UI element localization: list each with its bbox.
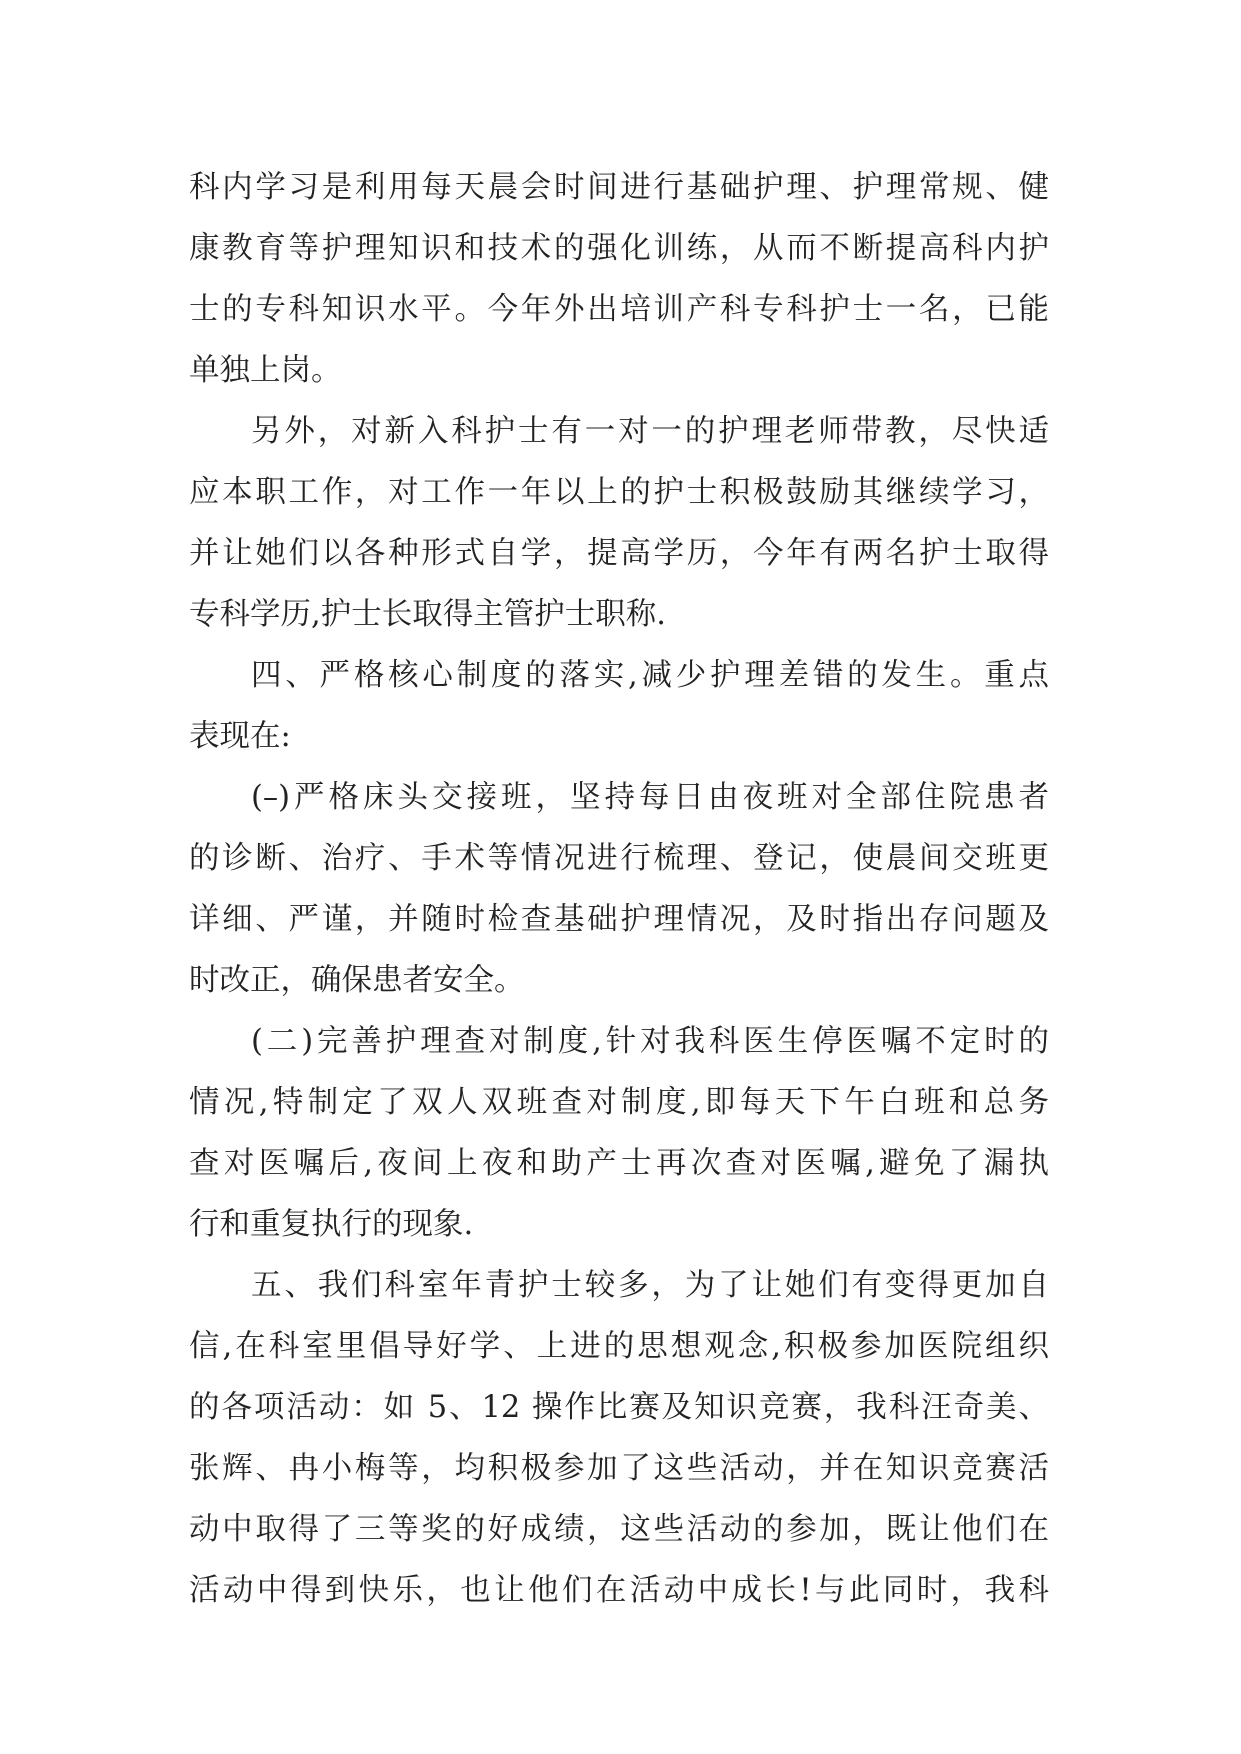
text-line: 详细、严谨，并随时检查基础护理情况，及时指出存问题及 bbox=[189, 902, 1049, 937]
text-line: 表现在: bbox=[189, 719, 291, 754]
text-line: 活动中得到快乐，也让他们在活动中成长!与此同时，我科 bbox=[189, 1573, 1049, 1608]
text-line: 单独上岗。 bbox=[189, 353, 342, 388]
text-line: 行和重复执行的现象. bbox=[189, 1207, 474, 1242]
text-line: 情况,特制定了双人双班查对制度,即每天下午白班和总务 bbox=[189, 1085, 1049, 1120]
text-line: 四、严格核心制度的落实,减少护理差错的发生。重点 bbox=[251, 658, 1049, 693]
text-line: 并让她们以各种形式自学，提高学历，今年有两名护士取得 bbox=[189, 536, 1049, 571]
document-body bbox=[189, 157, 1049, 1621]
text-line: 信,在科室里倡导好学、上进的思想观念,积极参加医院组织 bbox=[189, 1329, 1049, 1364]
text-line: 科内学习是利用每天晨会时间进行基础护理、护理常规、健 bbox=[189, 170, 1049, 205]
text-line: (–)严格床头交接班，坚持每日由夜班对全部住院患者 bbox=[251, 780, 1049, 815]
text-line: 的各项活动：如 5、12 操作比赛及知识竞赛，我科汪奇美、 bbox=[189, 1390, 1049, 1425]
text-line: 五、我们科室年青护士较多，为了让她们有变得更加自 bbox=[251, 1268, 1049, 1303]
text-line: 查对医嘱后,夜间上夜和助产士再次查对医嘱,避免了漏执 bbox=[189, 1146, 1049, 1181]
text-line: 士的专科知识水平。今年外出培训产科专科护士一名，已能 bbox=[189, 292, 1049, 327]
text-line: 另外，对新入科护士有一对一的护理老师带教，尽快适 bbox=[251, 414, 1049, 449]
text-line: 专科学历,护士长取得主管护士职称. bbox=[189, 597, 666, 632]
text-line: 的诊断、治疗、手术等情况进行梳理、登记，使晨间交班更 bbox=[189, 841, 1049, 876]
text-line: 应本职工作，对工作一年以上的护士积极鼓励其继续学习， bbox=[189, 475, 1049, 510]
text-line: 时改正，确保患者安全。 bbox=[189, 963, 525, 998]
text-line: 动中取得了三等奖的好成绩，这些活动的参加，既让他们在 bbox=[189, 1512, 1049, 1547]
text-line: 康教育等护理知识和技术的强化训练，从而不断提高科内护 bbox=[189, 231, 1049, 266]
text-line: 张辉、冉小梅等，均积极参加了这些活动，并在知识竞赛活 bbox=[189, 1451, 1049, 1486]
text-line: (二)完善护理查对制度,针对我科医生停医嘱不定时的 bbox=[251, 1024, 1049, 1059]
